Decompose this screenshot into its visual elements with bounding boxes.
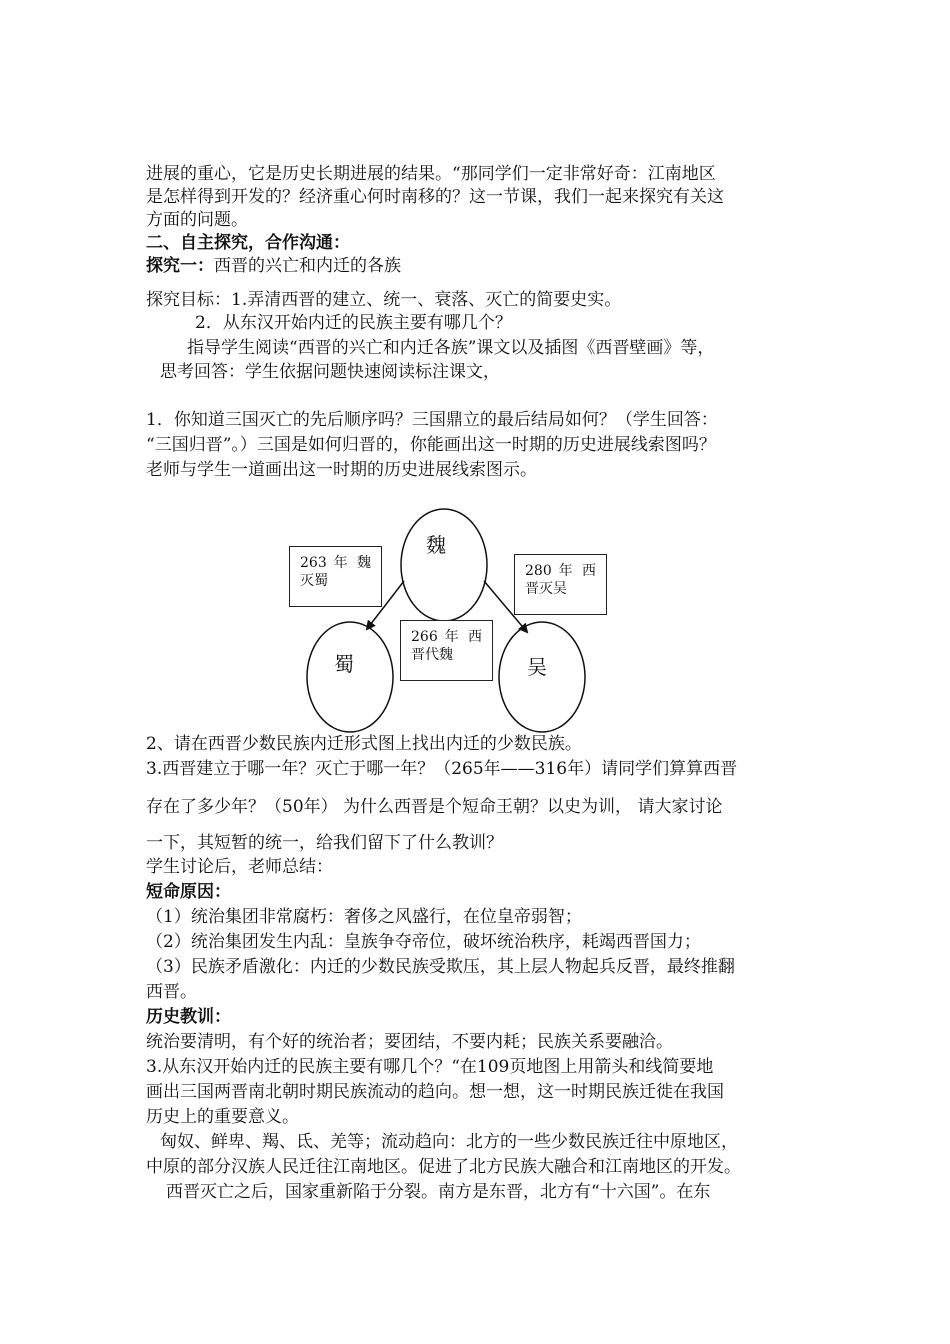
event-box-263: 263 年 魏灭蜀 (289, 546, 382, 607)
question-4-line-1: 3.从东汉开始内迁的民族主要有哪几个？“在109页地图上用箭头和线简要地 (146, 1057, 714, 1077)
intro-line-1: 进展的重心，它是历史长期进展的结果。“那同学们一定非常好奇：江南地区 (146, 164, 716, 184)
reason-1: （1）统治集团非常腐朽：奢侈之风盛行，在位皇帝弱智； (146, 907, 582, 927)
question-1-line-2: “三国归晋”。）三国是如何归晋的，你能画出这一时期的历史进展线索图吗？ (146, 435, 716, 455)
answer-line-1: 匈奴、鲜卑、羯、氐、羌等；流动趋向：北方的一些少数民族迁往中原地区， (160, 1132, 738, 1152)
shu-circle (307, 622, 393, 732)
answer-line-2: 中原的部分汉族人民迁往江南地区。促进了北方民族大融合和江南地区的开发。 (146, 1157, 741, 1177)
question-4-line-2: 画出三国两晋南北朝时期民族流动的趋向。想一想，这一时期民族迁徙在我国 (146, 1082, 724, 1102)
question-1-line-1: 1．你知道三国灭亡的先后顺序吗？三国鼎立的最后结局如何？（学生回答： (146, 410, 718, 430)
goal-line-1: 探究目标：1.弄清西晋的建立、统一、衰落、灭亡的简要史实。 (146, 290, 622, 310)
section-heading: 二、自主探究，合作沟通： (146, 233, 350, 253)
question-4-line-3: 历史上的重要意义。 (146, 1107, 299, 1127)
reason-3-cont: 西晋。 (146, 982, 197, 1002)
lesson-text: 统治要清明，有个好的统治者；要团结，不要内耗；民族关系要融洽。 (146, 1032, 673, 1052)
guide-line-1: 指导学生阅读“西晋的兴亡和内迁各族”课文以及插图《西晋壁画》等， (187, 338, 715, 358)
summary-intro: 学生讨论后，老师总结： (146, 857, 333, 877)
lesson-heading: 历史教训： (146, 1007, 231, 1027)
question-2: 2、请在西晋少数民族内迁形式图上找出内迁的少数民族。 (146, 734, 582, 754)
goal-line-2: 2．从东汉开始内迁的民族主要有哪几个？ (195, 313, 512, 333)
question-3-line-2: 存在了多少年？（50年） 为什么西晋是个短命王朝？以史为训， 请大家讨论 (146, 797, 723, 817)
guide-line-2: 思考回答：学生依据问题快速阅读标注课文， (160, 362, 500, 382)
last-line: 西晋灭亡之后，国家重新陷于分裂。南方是东晋，北方有“十六国”。在东 (166, 1182, 711, 1202)
event-box-280: 280 年 西晋灭吴 (514, 554, 607, 615)
event-box-266: 266 年 西晋代魏 (400, 620, 493, 681)
reason-3: （3）民族矛盾激化：内迁的少数民族受欺压，其上层人物起兵反晋，最终推翻 (146, 957, 735, 977)
wu-label: 吴 (527, 655, 547, 679)
explore-one-text: 西晋的兴亡和内迁的各族 (214, 256, 401, 276)
reason-2: （2）统治集团发生内乱：皇族争夺帝位，破坏统治秩序，耗竭西晋国力； (146, 932, 701, 952)
wei-circle (401, 509, 487, 621)
question-1-line-3: 老师与学生一道画出这一时期的历史进展线索图示。 (146, 460, 537, 480)
explore-one-label: 探究一： (146, 256, 214, 276)
intro-line-2: 是怎样得到开发的？经济重心何时南移的？这一节课，我们一起来探究有关这 (146, 187, 724, 207)
question-3-line-1: 3.西晋建立于哪一年？灭亡于哪一年？（265年——316年）请同学们算算西晋 (146, 759, 738, 779)
reasons-heading: 短命原因： (146, 882, 231, 902)
shu-label: 蜀 (334, 652, 354, 676)
question-3-line-3: 一下，其短暂的统一，给我们留下了什么教训？ (146, 833, 503, 853)
intro-line-3: 方面的问题。 (146, 210, 248, 230)
wei-label: 魏 (426, 533, 446, 557)
